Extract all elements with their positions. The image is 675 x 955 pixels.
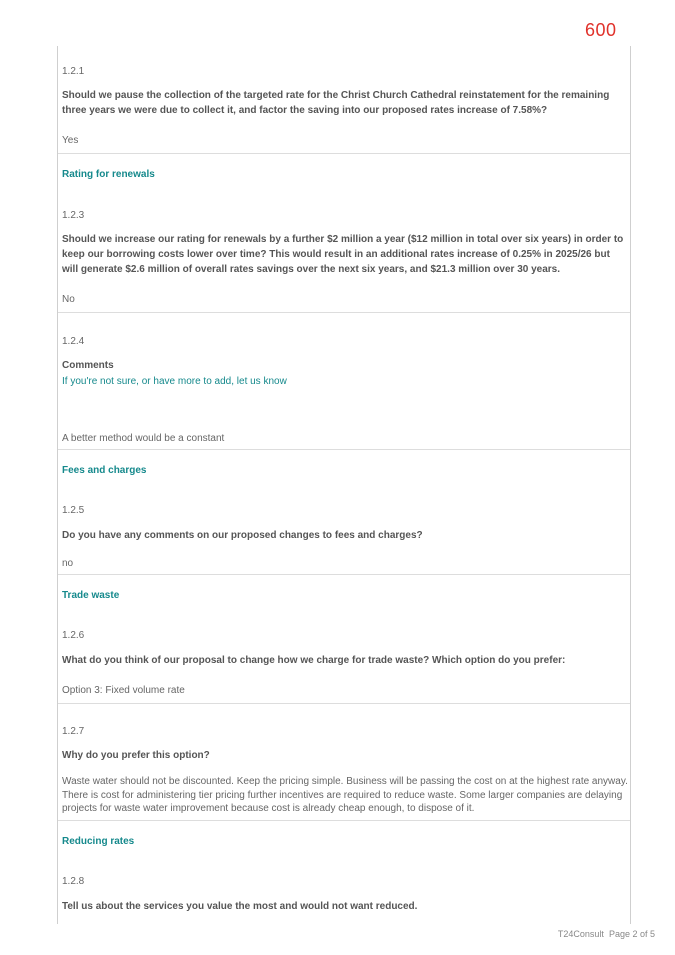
question-text: What do you think of our proposal to change how we charge for trade waste? Which option do you prefer: xyxy=(62,655,566,666)
question-number: 1.2.4 xyxy=(62,336,85,347)
question-hint: If you're not sure, or have more to add, let us know xyxy=(62,376,287,387)
section-heading: Fees and charges xyxy=(62,465,147,476)
section-heading: Trade waste xyxy=(62,590,120,601)
frame-left-border xyxy=(57,46,58,924)
question-number: 1.2.8 xyxy=(62,876,85,887)
question-number: 1.2.5 xyxy=(62,505,85,516)
footer-page: Page 2 of 5 xyxy=(608,929,655,939)
divider xyxy=(58,153,630,154)
question-text: Should we pause the collection of the targeted rate for the Christ Church Cathedral reinstatement for the remaining three years we were due to collect it, and factor the saving into our proposed rates increase of 7.58%? xyxy=(62,90,610,116)
question-number: 1.2.1 xyxy=(62,66,85,77)
question-number: 1.2.6 xyxy=(62,630,85,641)
answer-text: Yes xyxy=(62,135,79,146)
question-text: Tell us about the services you value the most and would not want reduced. xyxy=(62,901,418,912)
frame-right-border xyxy=(630,46,631,924)
question-text: Why do you prefer this option? xyxy=(62,750,210,761)
divider xyxy=(58,312,630,313)
answer-text: no xyxy=(62,558,74,569)
section-heading: Rating for renewals xyxy=(62,169,155,180)
answer-text: Option 3: Fixed volume rate xyxy=(62,685,185,696)
answer-text: A better method would be a constant xyxy=(62,433,225,444)
footer-brand: T24Consult xyxy=(557,929,604,939)
divider xyxy=(58,449,630,450)
divider xyxy=(58,703,630,704)
question-text: Do you have any comments on our proposed changes to fees and charges? xyxy=(62,530,423,541)
divider xyxy=(58,820,630,821)
answer-text: Waste water should not be discounted. Keep the pricing simple. Business will be passing the cost on at the highest rate anyway. There is cost for administering tier pricing further incentives are required to reduce waste. Some larger companies are delaying projects for waste water improvement because cost is already cheap enough, to dispose of it. xyxy=(62,776,628,814)
divider xyxy=(58,574,630,575)
question-label: Comments xyxy=(62,360,114,371)
page-footer xyxy=(558,929,655,939)
question-text: Should we increase our rating for renewals by a further $2 million a year ($12 million in total over six years) in order to keep our borrowing costs lower over time? This would result in an additional rates increase of 0.25% in 2025/26 but will generate $2.6 million of overall rates savings over the next six years, and $21.3 million over 30 years. xyxy=(62,234,624,275)
question-number: 1.2.7 xyxy=(62,726,85,737)
page-number: 600 xyxy=(585,20,617,40)
question-number: 1.2.3 xyxy=(62,210,85,221)
section-heading: Reducing rates xyxy=(62,836,135,847)
answer-text: No xyxy=(62,294,75,305)
